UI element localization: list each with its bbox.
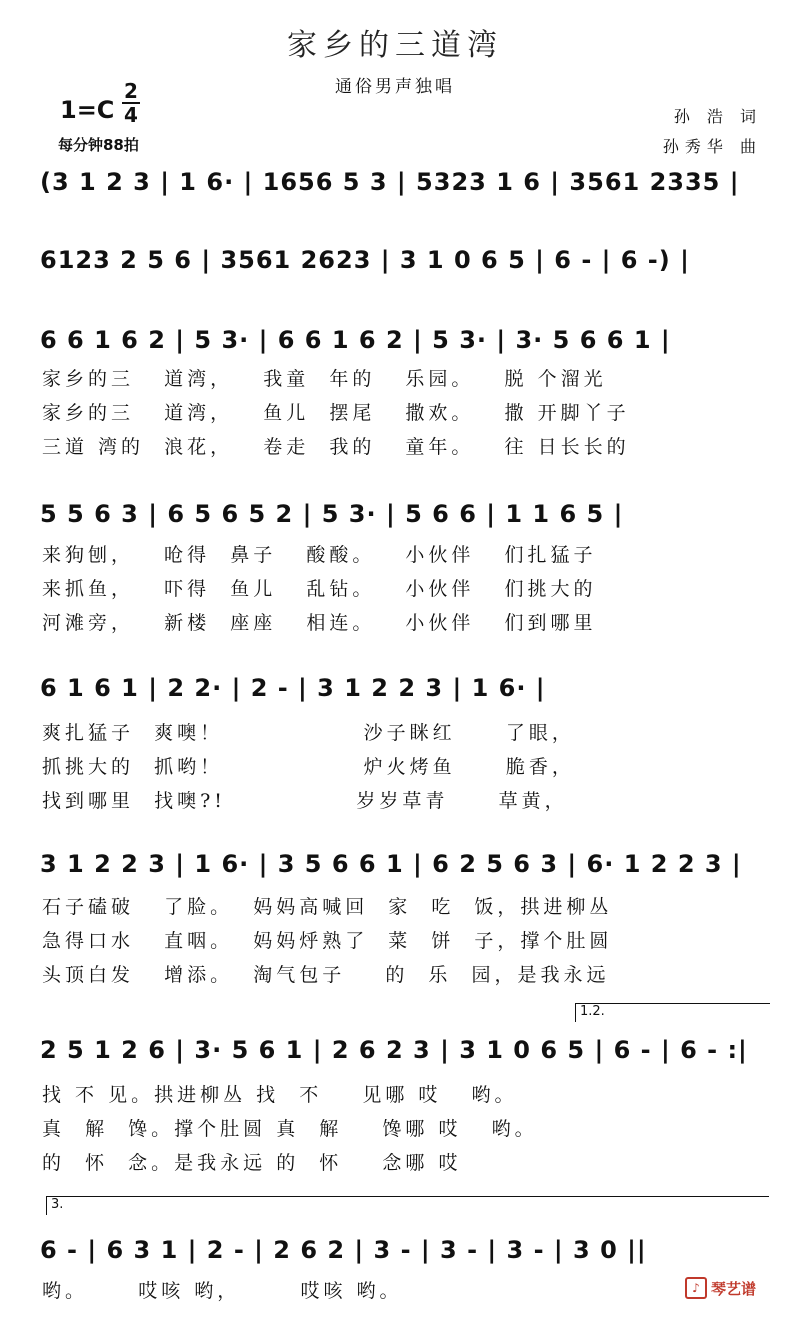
time-signature bbox=[120, 80, 142, 126]
watermark-logo bbox=[685, 1277, 756, 1299]
lyric-verse-3: 头顶白发 增添。 淘气包子 的 乐 园，是我永远 bbox=[42, 964, 610, 986]
key-signature: 1=C bbox=[60, 96, 115, 124]
lyric-verse-1: 来狗刨， 呛得 鼻子 酸酸。 小伙伴 们扎猛子 bbox=[42, 544, 597, 566]
lyric-verse-2: 来抓鱼， 吓得 鱼儿 乱钻。 小伙伴 们挑大的 bbox=[42, 578, 597, 600]
lyric-verse-1: 家乡的三 道湾， 我童 年的 乐园。 脱 个溜光 bbox=[42, 368, 607, 390]
notation-line: 6123 2 5 6 | 3561 2623 | 3 1 0 6 5 | 6 - | 6 -) | bbox=[40, 246, 690, 274]
lyric-verse-3: 河滩旁， 新楼 座座 相连。 小伙伴 们到哪里 bbox=[42, 612, 597, 634]
composer-credit: 孙秀华 曲 bbox=[662, 137, 762, 156]
time-signature-bottom: 4 bbox=[124, 103, 138, 127]
tempo-marking: 每分钟88拍 bbox=[58, 136, 139, 154]
volta-bracket-first: 1.2. bbox=[575, 1003, 770, 1022]
lyric-verse-1: 爽扎猛子 爽噢！ 沙子眯红 了眼， bbox=[42, 722, 575, 744]
score-row-2 bbox=[40, 240, 770, 300]
lyric-verse-2: 真 解 馋。撑个肚圆 真 解 馋哪 哎 哟。 bbox=[42, 1118, 538, 1140]
notation-line: 6 6 1 6 2 | 5 3· | 6 6 1 6 2 | 5 3· | 3· 5 6 6 1 | bbox=[40, 326, 671, 354]
lyric-verse-3: 找到哪里 找噢?! 岁岁草青 草黄， bbox=[42, 790, 568, 812]
score-row-1 bbox=[40, 162, 770, 222]
lyric-verse-2: 抓挑大的 抓哟！ 炉火烤鱼 脆香， bbox=[42, 756, 575, 778]
notation-line: (3 1 2 3 | 1 6· | 1656 5 3 | 5323 1 6 | 3561 2335 | bbox=[40, 168, 740, 196]
song-title: 家乡的三道湾 bbox=[287, 28, 503, 63]
notation-line: 5 5 6 3 | 6 5 6 5 2 | 5 3· | 5 6 6 | 1 1 6 5 | bbox=[40, 500, 624, 528]
lyric-verse-1: 石子磕破 了脸。 妈妈高喊回 家 吃 饭，拱进柳丛 bbox=[42, 896, 613, 918]
volta-bracket-third: 3. bbox=[46, 1196, 769, 1215]
watermark-text: 琴艺谱 bbox=[710, 1279, 756, 1298]
lyric-verse-2: 急得口水 直咽。 妈妈烀熟了 菜 饼 子，撑个肚圆 bbox=[42, 930, 613, 952]
notation-line: 6 1 6 1 | 2 2· | 2 - | 3 1 2 2 3 | 1 6· | bbox=[40, 674, 546, 702]
notation-line: 3 1 2 2 3 | 1 6· | 3 5 6 6 1 | 6 2 5 6 3 | 6· 1 2 2 3 | bbox=[40, 850, 742, 878]
lyric-verse-3: 的 怀 念。是我永远 的 怀 念哪 哎 bbox=[42, 1152, 462, 1174]
lyric-verse-3: 三道 湾的 浪花， 卷走 我的 童年。 往 日长长的 bbox=[42, 436, 630, 458]
lyric-verse-1: 哟。 哎咳 哟， 哎咳 哟。 bbox=[42, 1280, 403, 1302]
lyric-verse-2: 家乡的三 道湾， 鱼儿 摆尾 撒欢。 撒 开脚丫子 bbox=[42, 402, 630, 424]
lyric-verse-1: 找 不 见。拱进柳丛 找 不 见哪 哎 哟。 bbox=[42, 1084, 518, 1106]
lyricist-credit: 孙 浩 词 bbox=[673, 107, 762, 126]
watermark-icon: ♪ bbox=[685, 1277, 707, 1299]
notation-line: 2 5 1 2 6 | 3· 5 6 1 | 2 6 2 3 | 3 1 0 6 5 | 6 - | 6 - :| bbox=[40, 1036, 748, 1064]
song-subtitle: 通俗男声独唱 bbox=[335, 77, 455, 97]
notation-line: 6 - | 6 3 1 | 2 - | 2 6 2 | 3 - | 3 - | 3 - | 3 0 || bbox=[40, 1236, 647, 1264]
time-signature-top: 2 bbox=[124, 79, 138, 103]
